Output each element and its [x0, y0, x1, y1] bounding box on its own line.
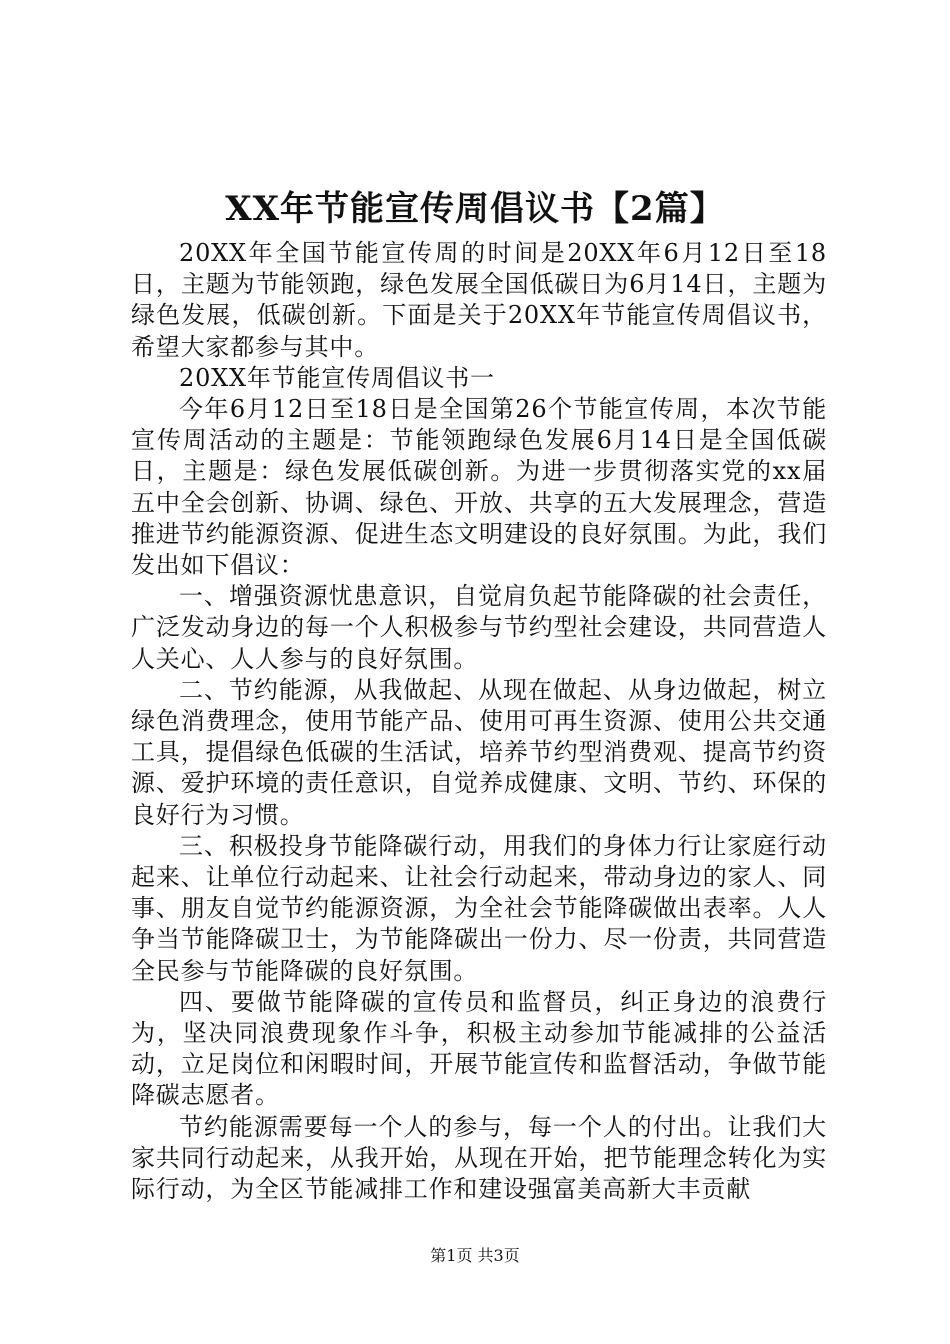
document-title: XX年节能宣传周倡议书【2篇】	[225, 189, 725, 229]
proposal-item-1: 一、增强资源忧患意识，自觉肩负起节能降碳的社会责任，广泛发动身边的每一个人积极参与节约型社会建设，共同营造人人关心、人人参与的良好氛围。	[131, 582, 827, 673]
document-body	[131, 238, 827, 1205]
page-number: 第1页 共3页	[430, 1246, 520, 1265]
proposal-item-4: 四、要做节能降碳的宣传员和监督员，纠正身边的浪费行为，坚决同浪费现象作斗争，积极主动参加节能减排的公益活动，立足岗位和闲暇时间，开展节能宣传和监督活动，争做节能降碳志愿者。	[131, 987, 827, 1110]
section-heading: 20XX年节能宣传周倡议书一	[179, 363, 495, 392]
proposal-item-2: 二、节约能源，从我做起、从现在做起、从身边做起，树立绿色消费理念，使用节能产品、使用可再生资源、使用公共交通工具，提倡绿色低碳的生活试，培养节约型消费观、提高节约资源、爱护环境的责任意识，自觉养成健康、文明、节约、环保的良好行为习惯。	[131, 675, 827, 829]
intro-paragraph: 20XX年全国节能宣传周的时间是20XX年6月12日至18日，主题为节能领跑，绿色发展全国低碳日为6月14日，主题为绿色发展，低碳创新。下面是关于20XX年节能宣传周倡议书，希望大家都参与其中。	[131, 239, 827, 361]
closing-paragraph: 节约能源需要每一个人的参与，每一个人的付出。让我们大家共同行动起来，从我开始，从现在开始，把节能理念转化为实际行动，为全区节能减排工作和建设强富美高新大丰贡献	[131, 1112, 827, 1204]
proposal-item-3: 三、积极投身节能降碳行动，用我们的身体力行让家庭行动起来、让单位行动起来、让社会行动起来，带动身边的家人、同事、朋友自觉节约能源资源，为全社会节能降碳做出表率。人人争当节能降碳卫士，为节能降碳出一份力、尽一份责，共同营造全民参与节能降碳的良好氛围。	[131, 831, 827, 985]
body-paragraph: 今年6月12日至18日是全国第26个节能宣传周，本次节能宣传周活动的主题是：节能领跑绿色发展6月14日是全国低碳日，主题是：绿色发展低碳创新。为进一步贯彻落实党的xx届五中全会创新、协调、绿色、开放、共享的五大发展理念，营造推进节约能源资源、促进生态文明建设的良好氛围。为此，我们发出如下倡议：	[131, 395, 827, 580]
